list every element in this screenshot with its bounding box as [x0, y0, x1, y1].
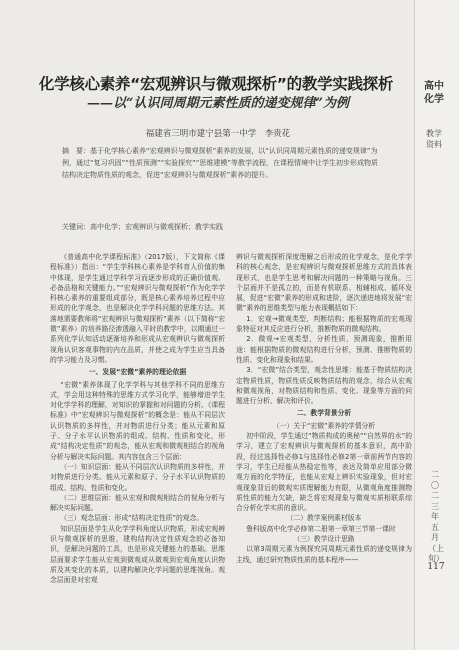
subsection-heading: （二）教学案例素材版本	[286, 514, 362, 523]
paragraph: 《普通高中化学课程标准》（2017版），下文简称《课程标准》）指出：“学生学科核心素养是学科育人价值的集中体现，是学生通过学科学习而逐步形成的正确价值观、必备品格和关键能力。”“宏观辨识与微观探析”作为化学学科核心素养的重要组成部分，既是核心素养培养过程中应形成的化学观念，也是解决化学学科问题的思维方法。其落地需要教师将“宏观辨识与微观探析”素养（以下简称“宏微”素养）的培养路径渗透融入平时的教学中，以期通过一系列化学认知活动逐渐培养和形成从宏观辨识与微观探析视角认识客观事物的内在品质，并使之成为学生应当具备的学习能力及习惯。	[50, 253, 225, 364]
paragraph: “宏微”素养体现了化学学科与其他学科不同的思维方式，学会用这种特殊的思维方式学习化学，能够增进学生对化学学科的理解，对知识的掌握和对问题的分析。《课程标准》中“宏观辨识与微观探析”的概念是：能从不同层次认识物质的多样性，并对物质进行分类；能从元素和原子、分子水平认识物质的组成、结构、性质和变化，形成“结构决定性质”的观念，能从宏观和微观相结合的视角分析与解决实际问题。其内容包含三个层面：	[50, 380, 225, 461]
left-column	[50, 252, 225, 586]
paragraph: （一）知识层面：能从不同层次认识物质的多样性，并对物质进行分类。能从元素和原子、分子水平认识物质的组成、结构、性质和变化。	[50, 462, 225, 492]
section-heading: 二、教学背景分析	[296, 409, 352, 418]
right-column	[236, 252, 412, 565]
subsection-heading: （一）关于“宏微”素养的学情分析	[272, 421, 376, 430]
paragraph: 2．微观→宏观类型，分析性质，预测现象，推断用途：能根据物质的微观结构进行分析，预测、推断物质的性质、变化和现象和结果。	[236, 335, 412, 364]
paragraph: （二）思维层面：能从宏观和微观相结合的视角分析与解决实际问题。	[50, 493, 225, 513]
paragraph: 辨识与微观探析深度理解之后形成的化学观念，是化学学科的核心观念，是宏观辨识与微观探析思维方式的具体表现形式，也是学生思考和解决问题的一种策略与视角。三个层面并不是孤立的，而是有机联系、相辅相成、循环发展，促进“宏微”素养的形成和进阶，逐次递进地将发展“宏微”素养的思维类型与能力表现概括如下：	[236, 253, 412, 313]
paragraph: （三）观念层面：形成“结构决定性质”的观念。	[60, 514, 204, 523]
section-heading: 一、发展“宏微”素养的理论依据	[88, 368, 187, 377]
page-number: 117	[427, 562, 445, 572]
article-title: 化学核心素养“宏观辨识与微观探析”的教学实践探析	[38, 75, 394, 93]
paragraph: 知识层面是学生从化学学科角度认识物质，形成宏观辨识与微观探析的思维，建构结构决定性质观念的必备知识，是解决问题的工具，也是形成关键能力的基础。思维层面要求学生能从宏观到微观或从微观到宏观角度认识物质及其变化的本质，以建构解决化学问题的思维视角。观念层面是对宏观	[50, 524, 225, 585]
paragraph: 1．宏观→微观类型，判断结构；能根据物质的宏观现象特征对其反应进行分析，推断物质的微观结构。	[236, 314, 412, 334]
paragraph: 鲁科版高中化学必修第二册第一章第三节第一课时	[246, 524, 396, 533]
sidebar-date: 二〇二三年五月（上旬）	[428, 470, 444, 563]
article-author: 福建省三明市建宁县第一中学 李贵花	[145, 129, 291, 139]
sidebar-category: 高中化学	[424, 81, 444, 105]
subsection-heading: （三）教学设计思路	[293, 535, 355, 544]
abstract: 摘 要：基于化学核心素养“宏观辨识与微观探析”素养的发展，以“认识同周期元素性质的递变规律”为例，通过“复习巩固”“性质预测”“实验探究”“思维建模”等教学流程，在课程情境中让学生初步形成物质结构决定物质性质的观念，促进“宏观辨识与微观探析”素养的提升。	[62, 147, 379, 179]
article-subtitle: ——以“认识同周期元素性质的递变规律”为例	[87, 96, 349, 111]
keywords: 关键词：高中化学；宏观辨识与微观探析；教学实践	[62, 223, 223, 231]
paragraph: 以第3周期元素为例探究同周期元素性质的递变规律为主线，通过研究物质性质的基本程序——	[236, 545, 412, 564]
paragraph: 初中阶段，学生通过“物质构成的奥秘”“自然界的水”的学习，建立了宏观辨识与微观探析的基本意识，高中阶段，经过选择性必修1与选择性必修2第一章前两节内容的学习，学生已经能从热稳定性等，表达及简单应用部分微观方面的化学特征，也能从宏观上辨识实验现象，但对宏观现象背后的微观实质理解能力有限，从微观角度推测物质性质的能力欠缺，缺乏将宏观现象与微观实质相联系综合分析化学实质的意识。	[236, 432, 412, 513]
sidebar-subcategory: 教学资料	[426, 129, 442, 149]
paragraph: 3．“宏微”结合类型，观念性思维：能基于物质结构决定物质性质，物质性质反映物质结构的观念，综合从宏观和微观视角，对物质结构和性质、变化、现象等方面的问题进行分析、解决和评价。	[236, 366, 412, 406]
